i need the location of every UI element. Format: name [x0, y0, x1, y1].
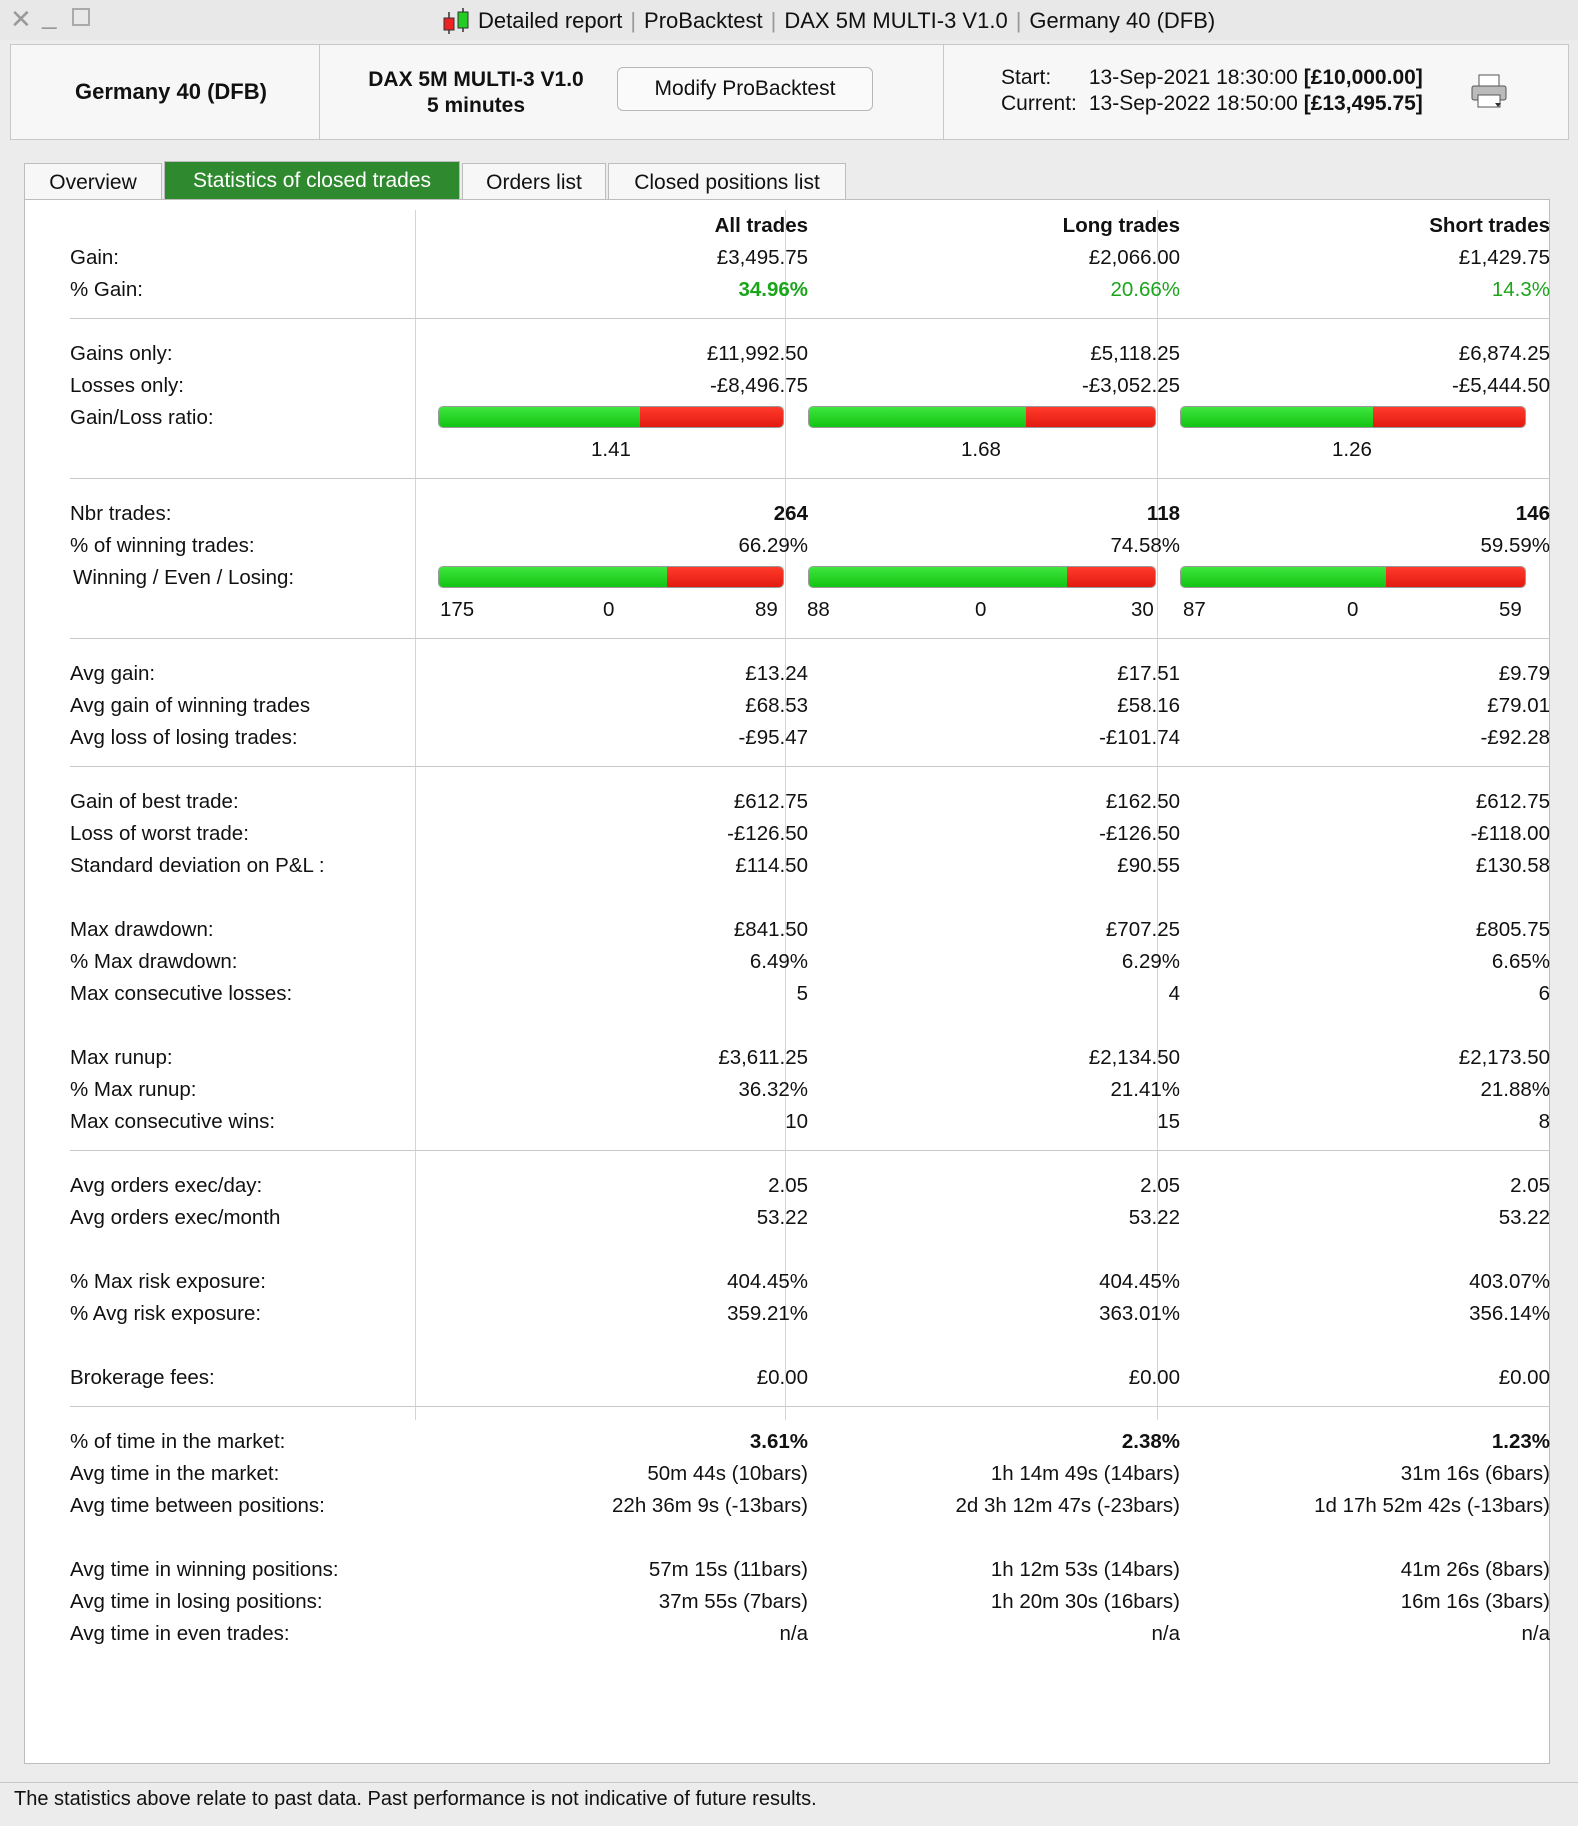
- avg-orders-day-all: 2.05: [768, 1174, 808, 1197]
- max-runup-short: £2,173.50: [1458, 1046, 1550, 1069]
- current-label: Current:: [1001, 92, 1077, 115]
- avg-time-market-all: 50m 44s (10bars): [647, 1462, 808, 1485]
- label-gl-ratio: Gain/Loss ratio:: [70, 406, 214, 429]
- max-dd-all: £841.50: [733, 918, 808, 941]
- label-pct-gain: % Gain:: [70, 278, 143, 301]
- wel-short-win: 87: [1183, 598, 1206, 621]
- worst-trade-all: -£126.50: [727, 822, 808, 845]
- label-avg-time-lose: Avg time in losing positions:: [70, 1590, 323, 1613]
- avg-time-win-all: 57m 15s (11bars): [648, 1558, 808, 1581]
- gl-ratio-bar-long: [808, 406, 1156, 428]
- label-avg-loss-lose: Avg loss of losing trades:: [70, 726, 298, 749]
- label-avg-time-win: Avg time in winning positions:: [70, 1558, 339, 1581]
- max-risk-short: 403.07%: [1469, 1270, 1550, 1293]
- std-dev-long: £90.55: [1117, 854, 1180, 877]
- std-dev-all: £114.50: [735, 854, 808, 877]
- avg-time-win-short: 41m 26s (8bars): [1400, 1558, 1550, 1581]
- avg-loss-lose-all: -£95.47: [738, 726, 808, 749]
- current-capital: [£13,495.75]: [1303, 92, 1423, 115]
- avg-time-lose-long: 1h 20m 30s (16bars): [990, 1590, 1180, 1613]
- title-part-system: DAX 5M MULTI-3 V1.0: [784, 8, 1008, 33]
- avg-time-even-long: n/a: [1151, 1622, 1180, 1645]
- pct-time-market-short: 1.23%: [1491, 1430, 1550, 1453]
- max-cons-losses-all: 5: [796, 982, 808, 1005]
- report-header: [10, 44, 1569, 140]
- pct-max-dd-all: 6.49%: [749, 950, 808, 973]
- tab-overview[interactable]: Overview: [24, 163, 162, 200]
- title-part-instrument: Germany 40 (DFB): [1029, 8, 1216, 33]
- avg-gain-short: £9.79: [1498, 662, 1550, 685]
- avg-gain-win-all: £68.53: [745, 694, 808, 717]
- label-best-trade: Gain of best trade:: [70, 790, 239, 813]
- column-short-trades: Short trades: [1429, 214, 1550, 237]
- worst-trade-long: -£126.50: [1099, 822, 1180, 845]
- label-gain: Gain:: [70, 246, 119, 269]
- pct-gain-long: 20.66%: [1110, 278, 1180, 301]
- std-dev-short: £130.58: [1475, 854, 1550, 877]
- nbr-trades-long: 118: [1146, 502, 1180, 525]
- nbr-trades-all: 264: [773, 502, 808, 525]
- fees-long: £0.00: [1128, 1366, 1180, 1389]
- avg-orders-month-all: 53.22: [756, 1206, 808, 1229]
- pct-time-market-long: 2.38%: [1121, 1430, 1180, 1453]
- pct-max-runup-long: 21.41%: [1110, 1078, 1180, 1101]
- label-avg-time-between: Avg time between positions:: [70, 1494, 325, 1517]
- max-cons-wins-short: 8: [1538, 1110, 1550, 1133]
- losses-only-long: -£3,052.25: [1081, 374, 1180, 397]
- avg-time-lose-short: 16m 16s (3bars): [1400, 1590, 1550, 1613]
- gains-only-long: £5,118.25: [1090, 342, 1180, 365]
- label-avg-orders-month: Avg orders exec/month: [70, 1206, 281, 1229]
- column-long-trades: Long trades: [1062, 214, 1180, 237]
- losses-only-all: -£8,496.75: [709, 374, 808, 397]
- avg-gain-win-short: £79.01: [1487, 694, 1550, 717]
- label-max-risk: % Max risk exposure:: [70, 1270, 266, 1293]
- pct-time-market-all: 3.61%: [749, 1430, 808, 1453]
- label-std-dev: Standard deviation on P&L :: [70, 854, 325, 877]
- start-capital: [£10,000.00]: [1303, 66, 1423, 89]
- pct-max-runup-all: 36.32%: [738, 1078, 808, 1101]
- wel-bar-long: [808, 566, 1156, 588]
- pct-gain-short: 14.3%: [1491, 278, 1550, 301]
- wel-short-lose: 59: [1499, 598, 1522, 621]
- modify-probacktest-button[interactable]: Modify ProBacktest: [617, 67, 873, 111]
- gl-ratio-all: 1.41: [591, 438, 631, 461]
- avg-orders-day-long: 2.05: [1140, 1174, 1180, 1197]
- avg-time-between-short: 1d 17h 52m 42s (-13bars): [1314, 1494, 1550, 1517]
- max-dd-long: £707.25: [1105, 918, 1180, 941]
- label-max-cons-wins: Max consecutive wins:: [70, 1110, 276, 1133]
- label-losses-only: Losses only:: [70, 374, 184, 397]
- avg-time-even-all: n/a: [779, 1622, 808, 1645]
- label-pct-time-market: % of time in the market:: [70, 1430, 286, 1453]
- label-avg-orders-day: Avg orders exec/day:: [70, 1174, 263, 1197]
- losses-only-short: -£5,444.50: [1451, 374, 1550, 397]
- close-icon[interactable]: ✕: [10, 4, 32, 34]
- footer-divider: [0, 1782, 1578, 1783]
- gl-ratio-short: 1.26: [1332, 438, 1372, 461]
- gain-all: £3,495.75: [716, 246, 808, 269]
- pct-winning-short: 59.59%: [1480, 534, 1550, 557]
- max-cons-wins-all: 10: [785, 1110, 808, 1133]
- label-avg-risk: % Avg risk exposure:: [70, 1302, 262, 1325]
- label-fees: Brokerage fees:: [70, 1366, 215, 1389]
- wel-long-lose: 30: [1131, 598, 1154, 621]
- avg-risk-long: 363.01%: [1099, 1302, 1180, 1325]
- wel-bar-all: [438, 566, 784, 588]
- instrument-name: Germany 40 (DFB): [75, 79, 267, 104]
- max-cons-losses-long: 4: [1168, 982, 1180, 1005]
- avg-time-lose-all: 37m 55s (7bars): [658, 1590, 808, 1613]
- avg-orders-month-short: 53.22: [1498, 1206, 1550, 1229]
- system-name: DAX 5M MULTI-3 V1.0: [368, 68, 584, 91]
- date-range: [1001, 65, 1423, 117]
- label-pct-winning: % of winning trades:: [70, 534, 255, 557]
- avg-time-win-long: 1h 12m 53s (14bars): [990, 1558, 1180, 1581]
- timeframe: 5 minutes: [426, 94, 526, 117]
- maximize-icon[interactable]: [72, 8, 90, 26]
- best-trade-long: £162.50: [1105, 790, 1180, 813]
- wel-short-even: 0: [1347, 598, 1359, 621]
- label-max-runup: Max runup:: [70, 1046, 173, 1069]
- pct-max-runup-short: 21.88%: [1480, 1078, 1550, 1101]
- title-part-probacktest: ProBacktest: [644, 8, 763, 33]
- gl-ratio-long: 1.68: [961, 438, 1001, 461]
- wel-all-win: 175: [440, 598, 475, 621]
- max-cons-wins-long: 15: [1157, 1110, 1180, 1133]
- start-date: 13-Sep-2021 18:30:00: [1088, 66, 1298, 89]
- label-worst-trade: Loss of worst trade:: [70, 822, 249, 845]
- wel-all-lose: 89: [755, 598, 778, 621]
- tab-statistics[interactable]: Statistics of closed trades: [164, 161, 460, 200]
- avg-loss-lose-long: -£101.74: [1099, 726, 1180, 749]
- minimize-icon[interactable]: _: [42, 0, 57, 30]
- window-title: Detailed report | ProBacktest | DAX 5M MULTI-3 V1.0 | Germany 40 (DFB): [478, 8, 1216, 33]
- wel-long-win: 88: [807, 598, 830, 621]
- avg-time-market-long: 1h 14m 49s (14bars): [990, 1462, 1180, 1485]
- disclaimer: The statistics above relate to past data. Past performance is not indicative of future results.: [14, 1788, 817, 1810]
- avg-risk-short: 356.14%: [1469, 1302, 1550, 1325]
- label-pct-max-runup: % Max runup:: [70, 1078, 197, 1101]
- best-trade-short: £612.75: [1475, 790, 1550, 813]
- nbr-trades-short: 146: [1515, 502, 1550, 525]
- pct-gain-all: 34.96%: [738, 278, 808, 301]
- avg-orders-month-long: 53.22: [1128, 1206, 1180, 1229]
- avg-gain-long: £17.51: [1117, 662, 1180, 685]
- gain-long: £2,066.00: [1088, 246, 1180, 269]
- gains-only-short: £6,874.25: [1458, 342, 1550, 365]
- avg-time-even-short: n/a: [1521, 1622, 1550, 1645]
- printer-icon[interactable]: [1469, 73, 1509, 111]
- fees-short: £0.00: [1498, 1366, 1550, 1389]
- avg-orders-day-short: 2.05: [1510, 1174, 1550, 1197]
- label-avg-time-market: Avg time in the market:: [70, 1462, 280, 1485]
- worst-trade-short: -£118.00: [1470, 822, 1550, 845]
- system-info: [341, 67, 611, 119]
- title-part-report: Detailed report: [478, 8, 623, 33]
- label-avg-gain-win: Avg gain of winning trades: [70, 694, 311, 717]
- tab-orders-list[interactable]: Orders list: [462, 163, 606, 200]
- tab-closed-positions[interactable]: Closed positions list: [608, 163, 846, 200]
- wel-all-even: 0: [603, 598, 615, 621]
- max-runup-all: £3,611.25: [718, 1046, 808, 1069]
- avg-gain-win-long: £58.16: [1117, 694, 1180, 717]
- gain-short: £1,429.75: [1458, 246, 1550, 269]
- label-pct-max-dd: % Max drawdown:: [70, 950, 238, 973]
- label-max-dd: Max drawdown:: [70, 918, 214, 941]
- avg-risk-all: 359.21%: [727, 1302, 808, 1325]
- max-risk-long: 404.45%: [1099, 1270, 1180, 1293]
- max-runup-long: £2,134.50: [1088, 1046, 1180, 1069]
- current-date: 13-Sep-2022 18:50:00: [1088, 92, 1298, 115]
- fees-all: £0.00: [756, 1366, 808, 1389]
- wel-bar-short: [1180, 566, 1526, 588]
- avg-time-between-long: 2d 3h 12m 47s (-23bars): [955, 1494, 1180, 1517]
- label-avg-time-even: Avg time in even trades:: [70, 1622, 290, 1645]
- pct-winning-all: 66.29%: [738, 534, 808, 557]
- max-risk-all: 404.45%: [727, 1270, 808, 1293]
- label-nbr-trades: Nbr trades:: [70, 502, 172, 525]
- avg-time-between-all: 22h 36m 9s (-13bars): [612, 1494, 808, 1517]
- avg-gain-all: £13.24: [745, 662, 808, 685]
- avg-loss-lose-short: -£92.28: [1480, 726, 1550, 749]
- gl-ratio-bar-all: [438, 406, 784, 428]
- pct-winning-long: 74.58%: [1110, 534, 1180, 557]
- wel-long-even: 0: [975, 598, 987, 621]
- column-all-trades: All trades: [714, 214, 808, 237]
- candlestick-icon: [440, 6, 474, 36]
- avg-time-market-short: 31m 16s (6bars): [1400, 1462, 1550, 1485]
- label-max-cons-losses: Max consecutive losses:: [70, 982, 293, 1005]
- gl-ratio-bar-short: [1180, 406, 1526, 428]
- max-cons-losses-short: 6: [1538, 982, 1550, 1005]
- start-label: Start:: [1001, 66, 1052, 89]
- label-gains-only: Gains only:: [70, 342, 173, 365]
- max-dd-short: £805.75: [1475, 918, 1550, 941]
- label-wel: Winning / Even / Losing:: [73, 566, 295, 589]
- best-trade-all: £612.75: [733, 790, 808, 813]
- statistics-panel: [24, 199, 1550, 1764]
- label-avg-gain: Avg gain:: [70, 662, 156, 685]
- gains-only-all: £11,992.50: [706, 342, 808, 365]
- pct-max-dd-short: 6.65%: [1491, 950, 1550, 973]
- pct-max-dd-long: 6.29%: [1121, 950, 1180, 973]
